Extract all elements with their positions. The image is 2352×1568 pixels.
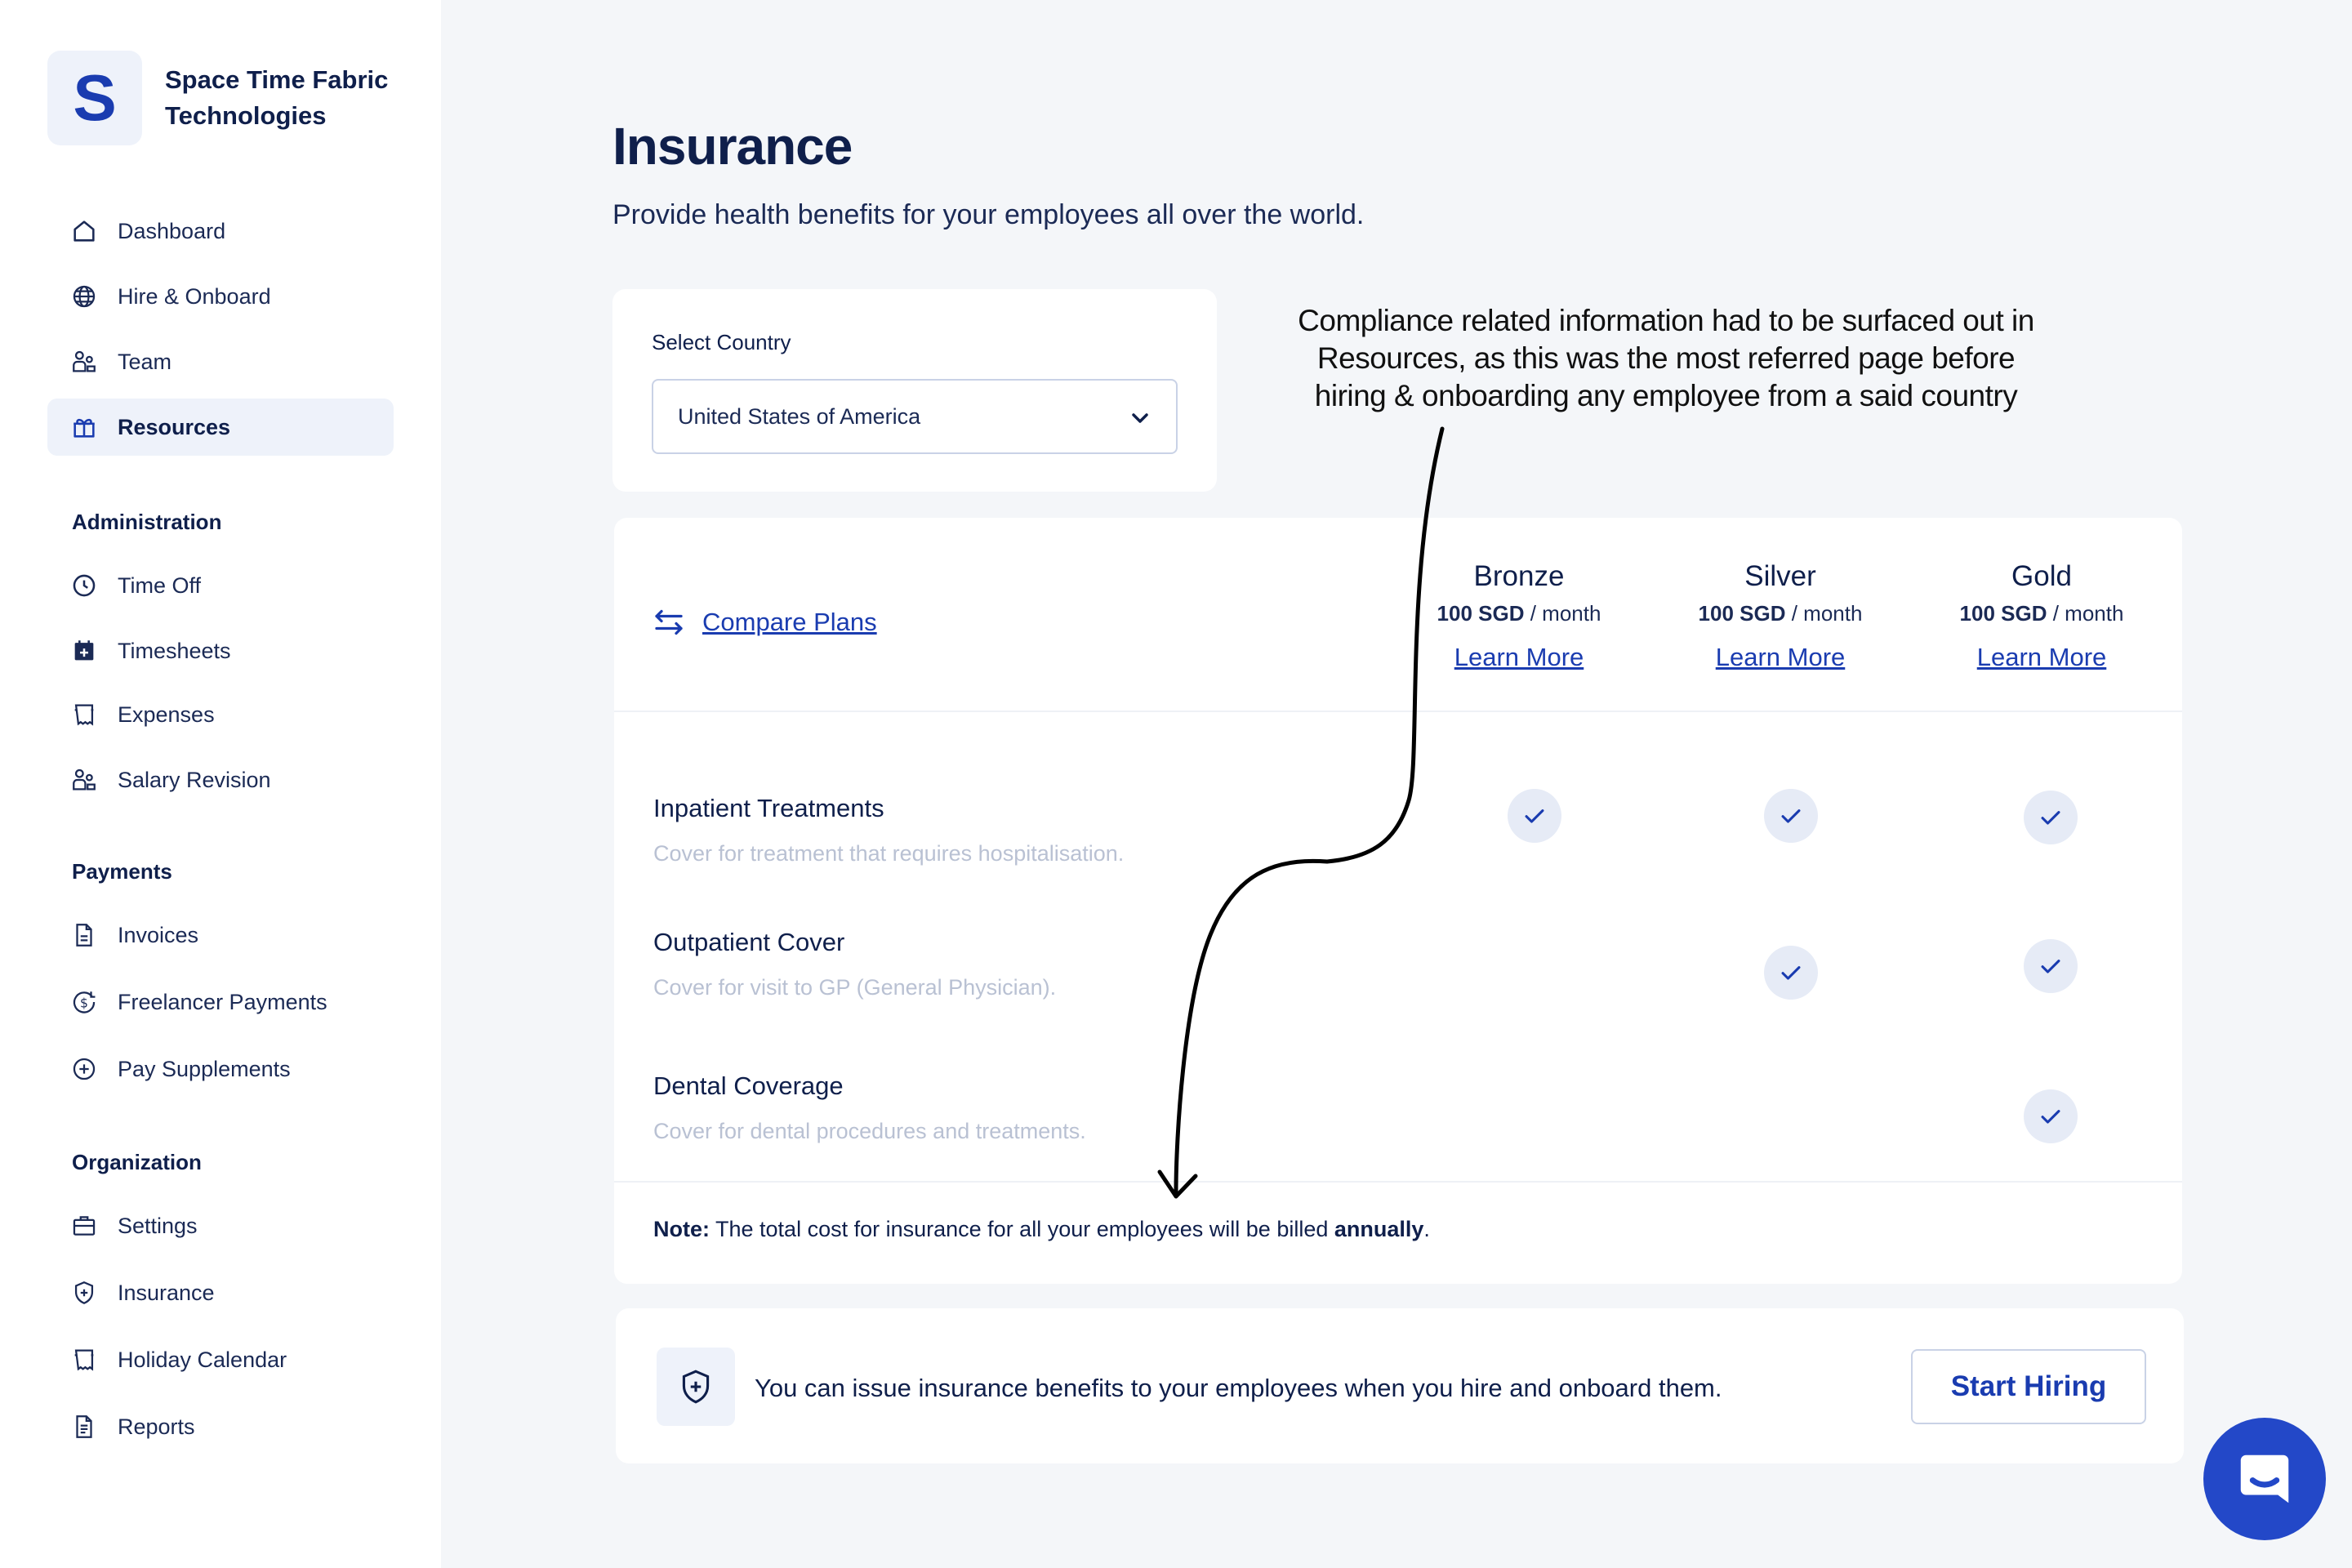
briefcase-icon <box>70 1212 98 1240</box>
learn-more-link[interactable]: Learn More <box>1715 643 1846 671</box>
sidebar-item-label: Expenses <box>118 702 215 727</box>
receipt-icon <box>70 701 98 728</box>
compare-plans-link[interactable] <box>652 608 877 637</box>
sidebar-item-label: Settings <box>118 1213 198 1238</box>
sidebar <box>0 0 441 1568</box>
sidebar-item-insurance[interactable] <box>47 1264 394 1321</box>
page-title: Insurance <box>612 117 853 176</box>
calendar-icon <box>70 1346 98 1374</box>
tier-name: Silver <box>1744 560 1816 592</box>
globe-icon <box>70 283 98 310</box>
sidebar-item-settings[interactable] <box>47 1197 394 1254</box>
report-icon <box>70 1413 98 1441</box>
calendar-plus-icon <box>70 637 98 665</box>
tier-gold <box>1936 560 2148 672</box>
feature-title: Inpatient Treatments <box>653 794 884 822</box>
svg-text:$: $ <box>80 996 88 1011</box>
shield-plus-icon <box>70 1279 98 1307</box>
sidebar-item-expenses[interactable] <box>47 686 394 743</box>
sidebar-item-label: Team <box>118 349 172 374</box>
sidebar-item-time-off[interactable] <box>47 557 394 614</box>
check-icon <box>1764 789 1818 843</box>
sidebar-item-hire-onboard[interactable] <box>47 268 394 325</box>
sidebar-item-holiday-calendar[interactable] <box>47 1331 394 1388</box>
sidebar-item-label: Reports <box>118 1414 195 1439</box>
country-select[interactable] <box>652 379 1178 454</box>
sidebar-item-dashboard[interactable] <box>47 203 394 260</box>
swap-arrows-icon <box>652 608 686 637</box>
check-icon <box>1508 789 1561 843</box>
country-selected-value: United States of America <box>678 403 921 429</box>
tier-silver <box>1674 560 1886 672</box>
gift-icon <box>70 413 98 441</box>
coin-icon <box>70 988 98 1016</box>
annotation-note: Compliance related information had to be surfaced out in Resources, as this was the most referred page before hiring & onboarding any employee from a said country <box>1298 304 2034 412</box>
learn-more-link[interactable]: Learn More <box>1976 643 2107 671</box>
annotation-arrow <box>1127 416 1470 1225</box>
sidebar-item-timesheets[interactable] <box>47 622 394 679</box>
sidebar-item-label: Dashboard <box>118 218 226 243</box>
sidebar-item-label: Invoices <box>118 922 199 947</box>
sidebar-item-label: Freelancer Payments <box>118 989 327 1014</box>
compare-plans-label: Compare Plans <box>702 608 877 636</box>
tier-price: 100 SGD / month <box>1959 601 2124 626</box>
check-icon <box>1764 946 1818 1000</box>
feature-row <box>653 1071 1086 1144</box>
country-label: Select Country <box>652 330 791 354</box>
section-title-administration: Administration <box>72 510 222 534</box>
billing-note: Note: The total cost for insurance for all your employees will be billed annually. <box>653 1217 1430 1241</box>
sidebar-item-label: Salary Revision <box>118 767 271 792</box>
sidebar-item-reports[interactable] <box>47 1398 394 1455</box>
feature-row <box>653 794 1124 866</box>
plus-circle-icon <box>70 1055 98 1083</box>
sidebar-item-label: Resources <box>118 414 231 439</box>
feature-desc: Cover for dental procedures and treatments. <box>653 1119 1086 1143</box>
team-icon <box>70 348 98 376</box>
company-logo: S <box>47 51 142 145</box>
sidebar-item-label: Timesheets <box>118 638 231 663</box>
document-icon <box>70 921 98 949</box>
team-icon <box>70 766 98 794</box>
feature-desc: Cover for treatment that requires hospitalisation. <box>653 841 1125 866</box>
tier-name: Gold <box>2011 560 2072 592</box>
cta-card <box>616 1308 2184 1463</box>
feature-title: Outpatient Cover <box>653 928 845 956</box>
sidebar-item-label: Holiday Calendar <box>118 1347 287 1372</box>
sidebar-item-invoices[interactable] <box>47 906 394 964</box>
cta-text: You can issue insurance benefits to your employees when you hire and onboard them. <box>755 1374 1722 1402</box>
sidebar-item-label: Insurance <box>118 1280 215 1305</box>
feature-row <box>653 928 1056 1000</box>
section-title-organization: Organization <box>72 1150 202 1174</box>
sidebar-item-label: Hire & Onboard <box>118 283 271 309</box>
feature-title: Dental Coverage <box>653 1071 844 1100</box>
sidebar-item-label: Pay Supplements <box>118 1056 291 1081</box>
tier-price: 100 SGD / month <box>1437 601 1601 626</box>
section-title-payments: Payments <box>72 859 172 884</box>
sidebar-item-label: Time Off <box>118 572 202 598</box>
home-icon <box>70 217 98 245</box>
check-icon <box>2024 1089 2078 1143</box>
chat-button[interactable] <box>2203 1418 2326 1540</box>
start-hiring-button[interactable]: Start Hiring <box>1911 1349 2146 1424</box>
check-icon <box>2024 791 2078 844</box>
country-card <box>612 289 1217 492</box>
check-icon <box>2024 939 2078 993</box>
sidebar-item-pay-supplements[interactable] <box>47 1040 394 1098</box>
tier-name: Bronze <box>1473 560 1565 592</box>
shield-plus-icon <box>657 1348 735 1426</box>
sidebar-item-freelancer-payments[interactable] <box>47 973 394 1031</box>
chat-icon <box>2233 1447 2296 1511</box>
company-name: Space Time Fabric Technologies <box>165 65 389 130</box>
sidebar-item-salary-revision[interactable] <box>47 751 394 808</box>
tier-price: 100 SGD / month <box>1698 601 1863 626</box>
sidebar-item-team[interactable] <box>47 333 394 390</box>
brand[interactable] <box>47 51 410 145</box>
sidebar-item-resources[interactable] <box>47 399 394 456</box>
clock-icon <box>70 572 98 599</box>
feature-desc: Cover for visit to GP (General Physician). <box>653 975 1057 1000</box>
page-subtitle: Provide health benefits for your employees all over the world. <box>612 199 1365 230</box>
learn-more-link[interactable]: Learn More <box>1454 643 1584 671</box>
